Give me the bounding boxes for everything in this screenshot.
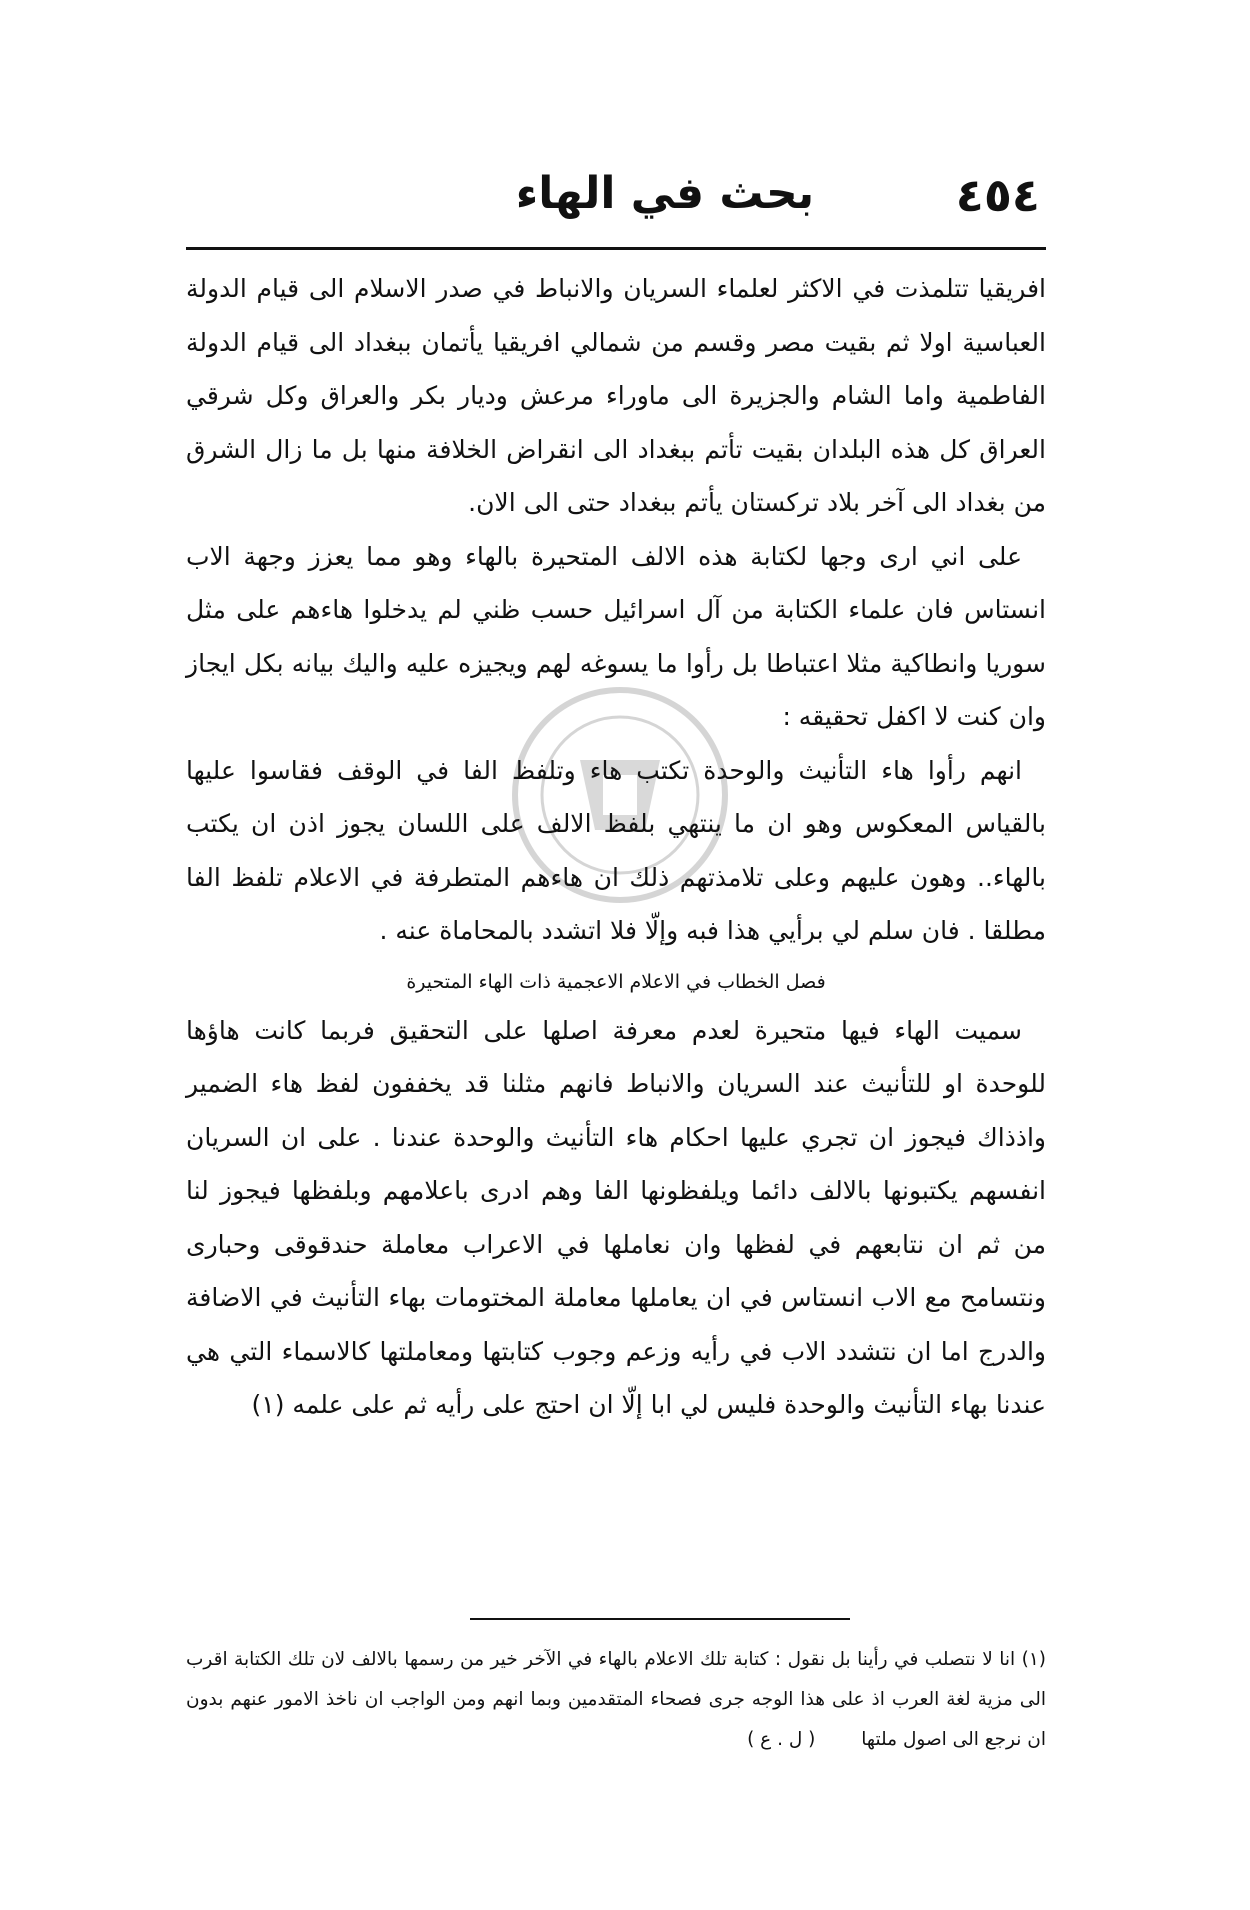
footnote-signature: ( ل . ع ): [747, 1729, 816, 1750]
main-text: [186, 262, 1046, 1432]
page-number: ٤٥٤: [955, 168, 1040, 222]
page-header: [190, 168, 1040, 238]
header-rule: [186, 247, 1046, 250]
paragraph-1: افريقيا تتلمذت في الاكثر لعلماء السريان والانباط في صدر الاسلام الى قيام الدولة العباسية اولا ثم بقيت مصر وقسم من شمالي افريقيا يأتمان ببغداد الى قيام الدولة الفاطمية واما الشام والجزيرة الى ماوراء مرعش وديار بكر والعراق وكل شرقي العراق كل هذه البلدان بقيت تأتم ببغداد الى انقراض الخلافة منها بل ما زال الشرق من بغداد الى آخر بلاد تركستان يأتم ببغداد حتى الى الان.: [186, 274, 1046, 517]
paragraph-3: انهم رأوا هاء التأنيث والوحدة تكتب هاء وتلفظ الفا في الوقف فقاسوا عليها بالقياس المعكوس وهو ان ما ينتهي بلفظ الالف على اللسان يجوز اذن ان يكتب بالهاء.. وهون عليهم وعلى تلامذتهم ذلك ان هاءهم المتطرفة في الاعلام تلفظ الفا مطلقا . فان سلم لي برأيي هذا فبه وإلّا فلا اتشدد بالمحاماة عنه .: [186, 755, 1046, 945]
section-heading: فصل الخطاب في الاعلام الاعجمية ذات الهاء المتحيرة: [406, 970, 826, 993]
footnote-text: (١) انا لا نتصلب في رأينا بل نقول : كتابة تلك الاعلام بالهاء في الآخر خير من رسمها بالالف لان تلك الكتابة اقرب الى مزية لغة العرب اذ على هذا الوجه جرى فصحاء المتقدمين وبما انهم ومن الواجب ان ناخذ الامور عنهم بدون ان نرجع الى اصول ملتها: [186, 1649, 1046, 1750]
paragraph-4: سميت الهاء فيها متحيرة لعدم معرفة اصلها على التحقيق فربما كانت هاؤها للوحدة او للتأنيث عند السريان والانباط فانهم مثلنا قد يخففون لفظ هاء الضمير واذذاك فيجوز ان تجري عليها احكام هاء التأنيث والوحدة عندنا . على ان السريان انفسهم يكتبونها بالالف دائما ويلفظونها الفا وهم ادرى باعلامهم وبلفظها فيجوز لنا من ثم ان نتابعهم في لفظها وان نعاملها في الاعراب معاملة حندقوقى وحبارى ونتسامح مع الاب انستاس في ان يعاملها معاملة المختومات بهاء التأنيث في الاضافة والدرج اما ان نتشدد الاب في رأيه وزعم وجوب كتابتها ومعاملتها كالاسماء التي هي عندنا بهاء التأنيث والوحدة فليس لي ابا إلّا ان احتج على رأيه ثم على علمه (١): [186, 1015, 1046, 1419]
running-title: بحث في الهاء: [515, 168, 815, 219]
footnote-rule: [470, 1618, 850, 1620]
paragraph-2: على اني ارى وجها لكتابة هذه الالف المتحيرة بالهاء وهو مما يعزز وجهة الاب انستاس فان علماء الكتابة من آل اسرائيل حسب ظني لم يدخلوا هاءهم على مثل سوريا وانطاكية مثلا اعتباطا بل رأوا ما يسوغه لهم ويجيزه عليه واليك بيانه بكل ايجاز وان كنت لا اكفل تحقيقه :: [186, 541, 1046, 731]
footnote: [186, 1640, 1046, 1760]
